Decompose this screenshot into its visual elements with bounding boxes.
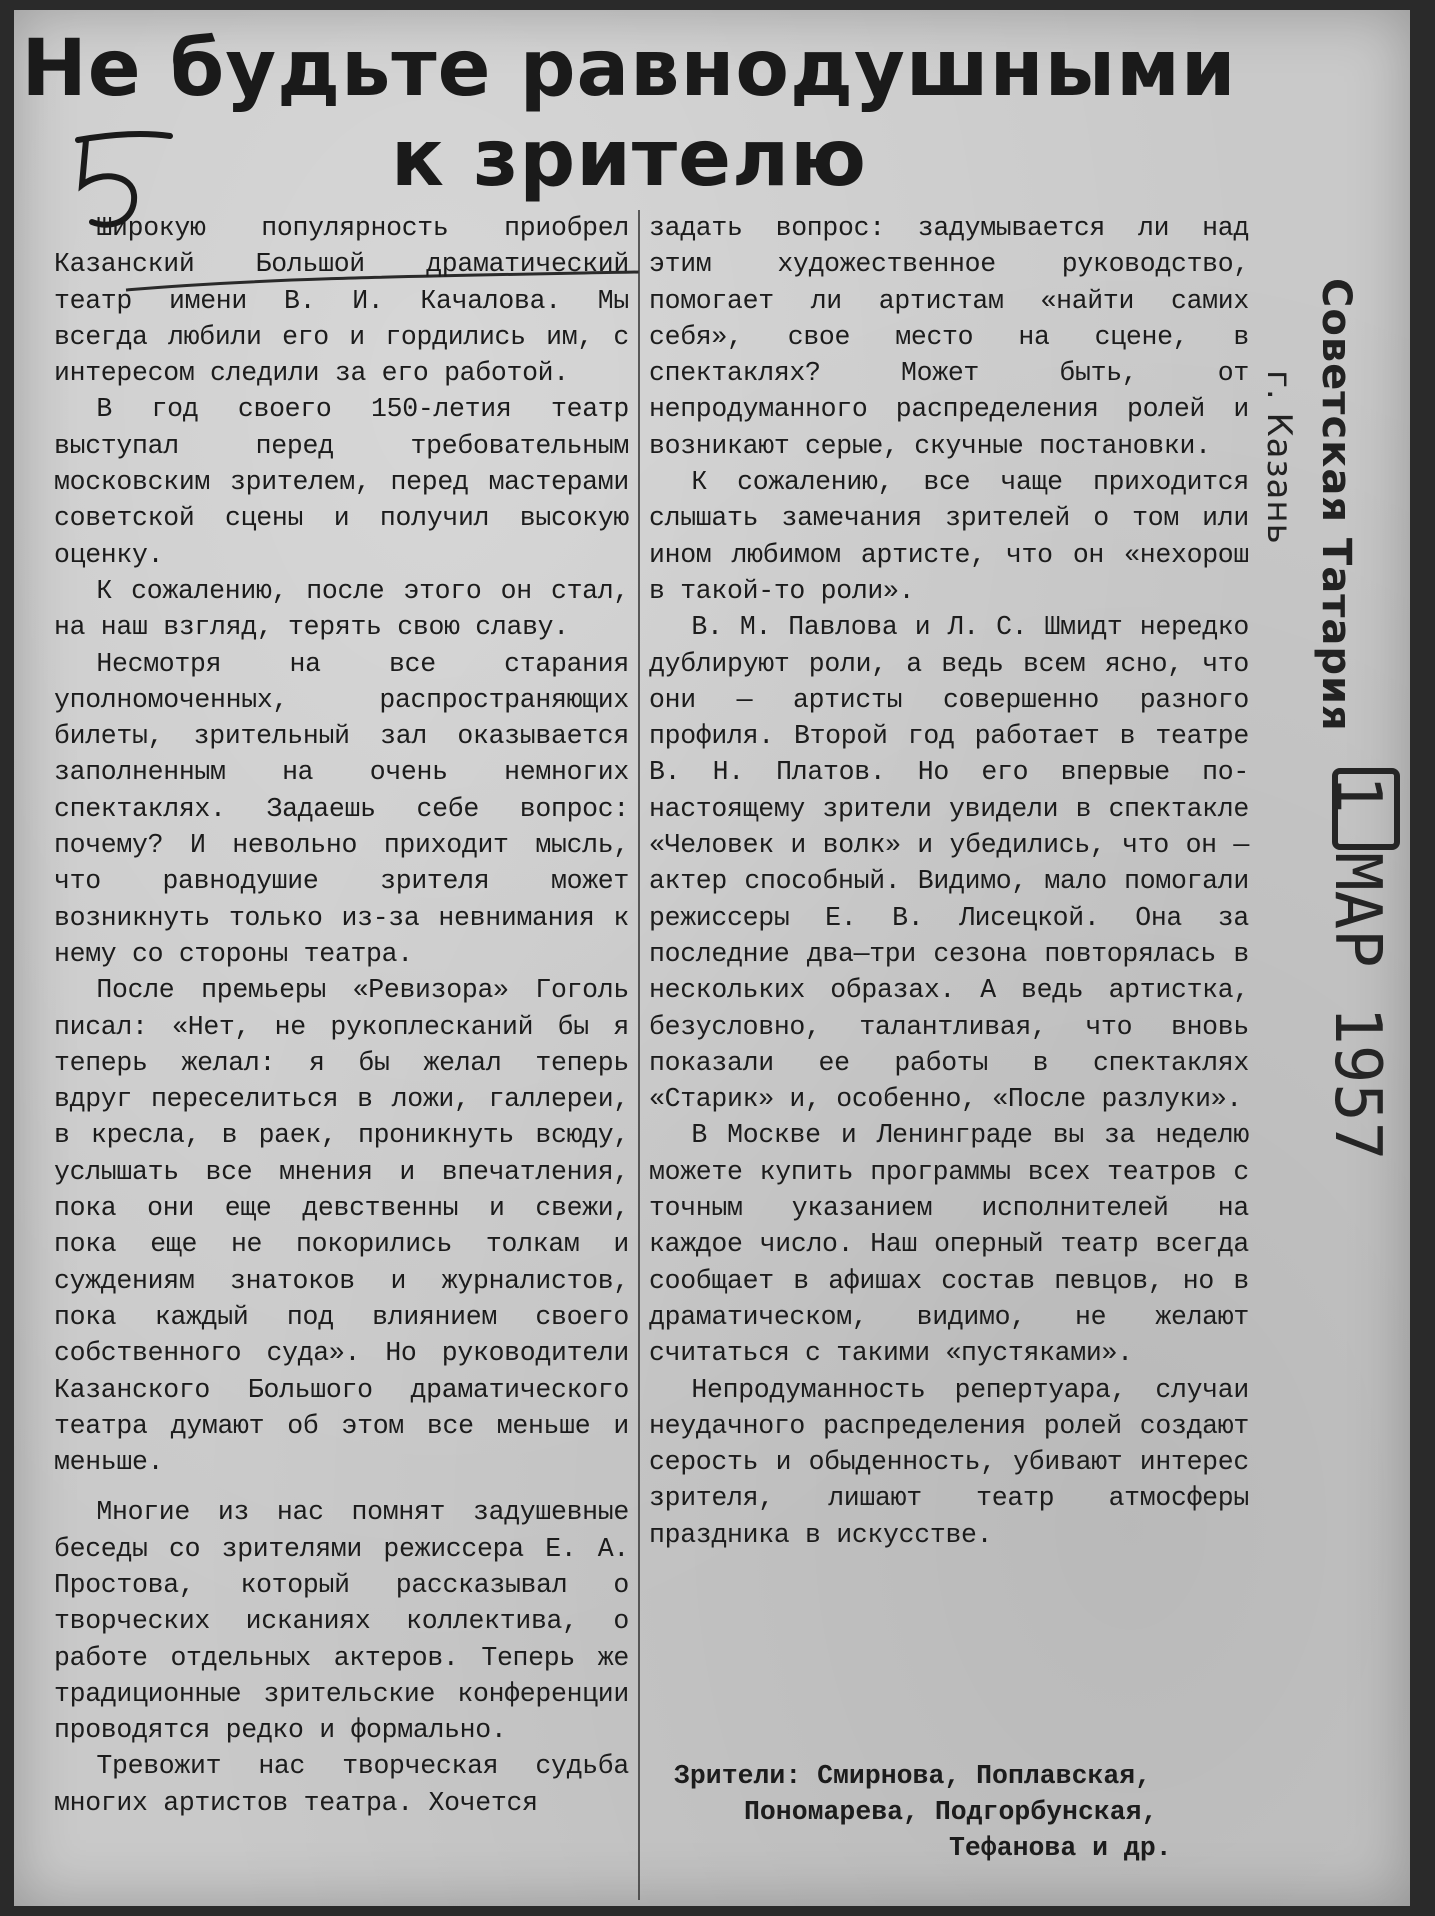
signature-line: Зрители: Смирнова, Поплавская, xyxy=(674,1761,1152,1791)
headline-line-2: к зрителю xyxy=(391,114,867,204)
column-divider xyxy=(638,210,640,1900)
paragraph: После премьеры «Ревизора» Гоголь писал: «Нет, не рукоплесканий бы я теперь желал: я бы желал теперь вдруг переселиться в ложи, галлереи, в кресла, в раек, проникнуть всюду, услышать все мнения и впечатления, пока они еще девственны и свежи, пока еще не покорились толкам и суждениям знатоков и журналистов, пока каждый под влиянием своего собственного суда». Но руководители Казанского Большого драматического театра думают об этом все меньше и меньше. xyxy=(54,975,629,1478)
paragraph: Несмотря на все старания уполномоченных, распространяющих билеты, зрительный зал оказывается заполненным на очень немногих спектаклях. Задаешь себе вопрос: почему? И невольно приходит мысль, что равнодушие зрителя может возникнуть только из-за невнимания к нему со стороны театра. xyxy=(54,648,629,969)
paragraph: Многие из нас помнят задушевные беседы со зрителями режиссера Е. А. Простова, который рассказывал о творческих исканиях коллектива, о работе отдельных актеров. Теперь же традиционные зрительские конференции проводятся редко и формально. xyxy=(54,1497,629,1746)
paragraph: К сожалению, все чаще приходится слышать замечания зрителей о том или ином любимом артисте, что он «нехорош в такой-то роли». xyxy=(649,467,1249,606)
newspaper-name: Советская Татария xyxy=(1313,278,1359,732)
signature-line: Тефанова и др. xyxy=(949,1833,1172,1863)
paragraph: Непродуманность репертуара, случаи неудачного распределения ролей создают серость и обыденность, убивают интерес зрителя, лишают театр атмосферы праздника в искусстве. xyxy=(649,1374,1249,1550)
article-column-right xyxy=(649,210,1249,1553)
paragraph: К сожалению, после этого он стал, на наш взгляд, терять свою славу. xyxy=(54,575,629,643)
headline-line-1: Не будьте равнодушными xyxy=(21,24,1237,114)
paragraph: Тревожит нас творческая судьба многих артистов театра. Хочется xyxy=(54,1751,629,1818)
paragraph: В. М. Павлова и Л. С. Шмидт нередко дублируют роли, а ведь всем ясно, что они — артисты совершенно разного профиля. Второй год работает в театре В. Н. Платов. Но его впервые по-настоящему зрители увидели в спектакле «Человек и волк» и убедились, что он — актер способный. Видимо, мало помогали режиссеры Е. В. Лисецкой. Она за последние два—три сезона повторялась в нескольких образах. А ведь артистка, безусловно, талантливая, что вновь показали ее работы в спектаклях «Старик» и, особенно, «После разлуки». xyxy=(649,612,1249,1115)
signature-line: Пономарева, Подгорбунская, xyxy=(744,1797,1158,1827)
article-column-left xyxy=(54,210,629,1821)
paragraph: В Москве и Ленинграде вы за неделю можете купить программы всех театров с точным указанием исполнителей на каждое число. Наш оперный театр всегда сообщает в афишах состав певцов, но в драматическом, видимо, не желают считаться с такими «пустяками». xyxy=(649,1120,1249,1369)
date-stamp: 1 МАР 1957 xyxy=(1320,775,1394,1161)
city-name: г. Казань xyxy=(1259,370,1299,545)
paragraph: задать вопрос: задумывается ли над этим художественное руководство, помогает ли артистам «найти самих себя», свое место на сцене, в спектаклях? Может быть, от непродуманного распределения ролей и возникают серые, скучные постановки. xyxy=(649,213,1249,461)
paragraph: Широкую популярность приобрел Казанский Большой драматический театр имени В. И. Качалова. Мы всегда любили его и гордились им, с интересом следили за его работой. xyxy=(54,213,629,389)
paragraph: В год своего 150-летия театр выступал перед требовательным московским зрителем, перед мастерами советской сцены и получил высокую оценку. xyxy=(54,394,629,570)
signature xyxy=(674,1758,1234,1866)
newspaper-clipping xyxy=(14,10,1410,1906)
